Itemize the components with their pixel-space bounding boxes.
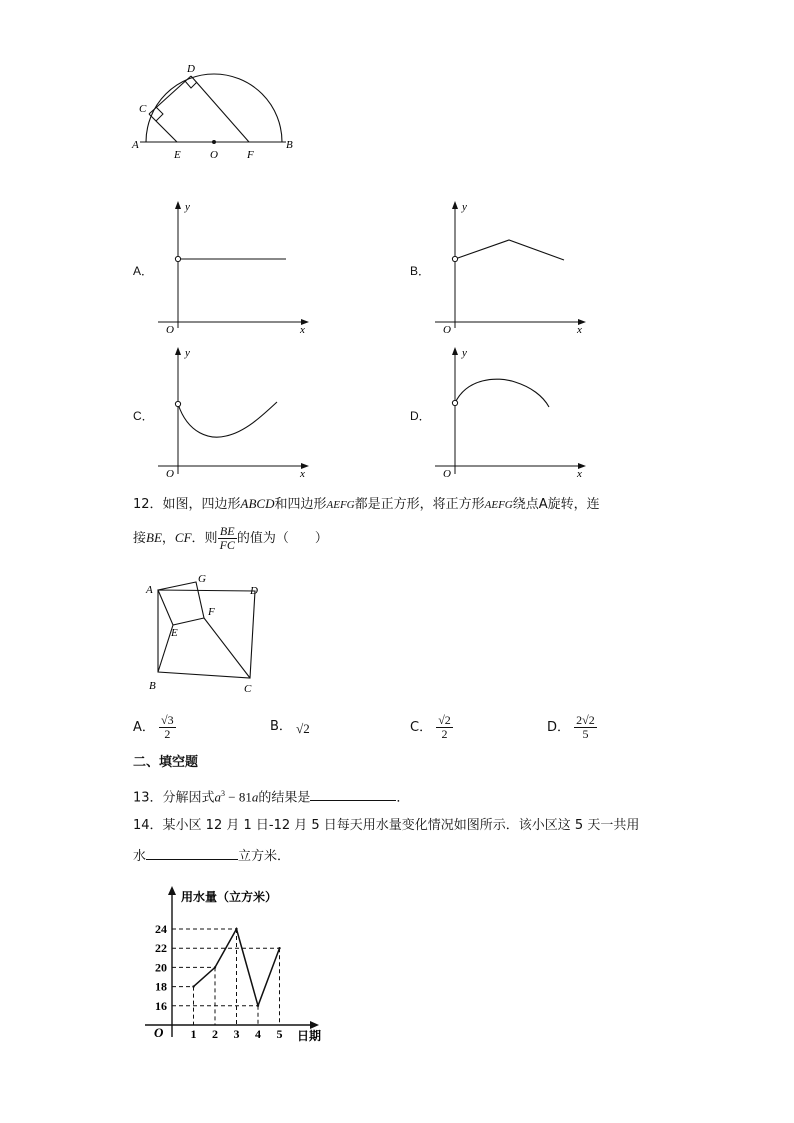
label-f: F	[247, 149, 254, 161]
q12-comma: ，	[161, 531, 175, 546]
chart-axes	[145, 886, 319, 1037]
q12-option-a-num: √3	[161, 713, 174, 727]
q12-aefg2: AEFG	[484, 499, 513, 511]
chart-y-axis-arrow	[168, 886, 176, 895]
chart-x-tick-2: 2	[212, 1027, 218, 1041]
option-d-graph	[427, 344, 597, 484]
q12-option-c-den: 2	[441, 727, 448, 741]
sq-label-g: G	[198, 573, 206, 585]
chart-x-tick-3: 3	[233, 1027, 240, 1041]
sq-label-b: B	[149, 680, 156, 692]
option-b-origin: O	[443, 324, 451, 336]
water-usage-chart	[135, 880, 335, 1050]
option-d-y-label: y	[462, 347, 467, 359]
option-b-curve	[455, 240, 564, 260]
q12-frac-num: BE	[218, 525, 237, 539]
q12-number: 12．如图，四边形	[133, 497, 241, 512]
chart-origin-label: O	[154, 1025, 164, 1040]
q12-option-c	[410, 714, 453, 741]
q12-fraction	[218, 525, 237, 552]
option-d-origin: O	[443, 468, 451, 480]
q12-option-d-letter: D．	[547, 720, 571, 735]
q12-text1: 都是正方形，将正方形	[354, 497, 485, 512]
segment-ce	[149, 114, 177, 142]
label-b: B	[286, 139, 293, 151]
option-a-letter: A．	[133, 264, 154, 278]
chart-y-tick-16: 16	[155, 998, 167, 1013]
q12-option-d-num: 2√2	[576, 713, 595, 727]
q13-answer-blank[interactable]	[310, 786, 396, 801]
q12-then: ．则	[191, 531, 218, 546]
q12-option-d-den: 5	[582, 727, 589, 741]
q12-cf: CF	[174, 530, 192, 545]
chart-x-axis-label: 日期	[297, 1029, 322, 1043]
option-c-letter: C．	[133, 409, 154, 423]
q13-prefix: 13．分解因式	[133, 790, 215, 806]
q12-frac-den: FC	[219, 538, 235, 552]
q12-aefg: AEFG	[326, 499, 355, 511]
chart-point-day-1	[192, 985, 194, 987]
chart-tick-labels	[155, 922, 283, 1041]
square-figure	[140, 570, 270, 695]
q13-end: ．	[396, 790, 410, 806]
q12-line2-prefix: 接	[133, 531, 147, 546]
sq-label-d: D	[250, 585, 258, 597]
option-d-x-label: x	[577, 468, 582, 480]
label-d: D	[187, 63, 195, 75]
label-a: A	[132, 139, 139, 151]
chart-y-tick-18: 18	[155, 979, 167, 994]
q12-option-b-letter: B．	[270, 719, 292, 734]
segment-df	[191, 76, 249, 142]
chart-x-tick-5: 5	[276, 1027, 283, 1041]
option-c-y-label: y	[185, 347, 190, 359]
chart-y-tick-20: 20	[155, 960, 167, 975]
q12-line1	[133, 492, 600, 517]
section-2-title: 二、填空题	[133, 755, 199, 770]
q12-option-d-frac	[574, 714, 597, 741]
chart-guide-lines	[172, 929, 280, 1025]
right-angle-d	[185, 81, 197, 88]
q12-text2: 绕点A旋转，连	[512, 497, 600, 512]
q13-line	[133, 782, 409, 810]
q12-and: 和四边形	[274, 497, 327, 512]
option-c-origin: O	[166, 468, 174, 480]
segment-cd	[149, 76, 191, 114]
option-c-graph	[150, 344, 320, 484]
sq-label-e: E	[171, 627, 178, 639]
sq-label-c: C	[244, 683, 252, 695]
chart-y-axis-label: 用水量（立方米）	[181, 890, 278, 904]
option-b-x-label: x	[577, 324, 582, 336]
center-point-o	[212, 140, 216, 144]
option-c-curve	[178, 402, 277, 437]
q12-option-c-letter: C．	[410, 720, 433, 735]
right-angle-c	[156, 107, 163, 121]
q14-line1: 14．某小区 12 月 1 日-12 月 5 日每天用水量变化情况如图所示．该小区这 5 天一共用	[133, 818, 640, 833]
option-b-letter: B．	[410, 264, 431, 278]
q13-expr-mid: − 81	[225, 789, 252, 805]
q13-expr-exp: 3	[221, 789, 226, 798]
chart-point-day-2	[214, 966, 216, 968]
q12-option-c-frac	[436, 714, 453, 741]
chart-point-day-4	[257, 1005, 259, 1007]
option-a-x-label: x	[300, 324, 305, 336]
q12-option-a-den: 2	[164, 727, 171, 741]
option-a-graph	[150, 198, 320, 338]
chart-x-tick-4: 4	[255, 1027, 261, 1041]
option-a-origin: O	[166, 324, 174, 336]
sq-label-a: A	[146, 584, 153, 596]
q12-line2-suffix: 的值为（ ）	[236, 531, 328, 546]
label-o: O	[210, 149, 218, 161]
q13-suffix: 的结果是	[258, 790, 311, 806]
chart-x-axis-arrow	[310, 1021, 319, 1029]
q14-answer-blank[interactable]	[146, 845, 238, 860]
q12-abcd: ABCD	[240, 496, 275, 511]
q14-line2-suffix: 立方米．	[238, 849, 291, 864]
q12-option-b	[270, 714, 310, 739]
label-c: C	[139, 103, 147, 115]
q12-option-a-frac	[159, 714, 176, 741]
square-aefg	[158, 582, 204, 625]
option-d-curve	[455, 379, 549, 407]
q13-expr-a: a	[214, 789, 222, 805]
chart-y-tick-22: 22	[155, 941, 167, 956]
q12-option-a	[133, 714, 176, 741]
q12-line2	[133, 525, 328, 552]
option-b-y-label: y	[462, 201, 467, 213]
q14-line2-prefix: 水	[133, 849, 147, 864]
q12-option-b-value: √2	[296, 721, 310, 736]
chart-point-day-3	[235, 928, 237, 930]
option-a-y-label: y	[185, 201, 190, 213]
q12-be: BE	[146, 530, 162, 545]
option-d-letter: D．	[410, 409, 431, 423]
chart-point-day-5	[278, 947, 280, 949]
q12-option-a-letter: A．	[133, 720, 155, 735]
semicircle-figure	[130, 58, 300, 163]
sq-label-f: F	[208, 606, 215, 618]
q12-option-d	[547, 714, 597, 741]
option-c-x-label: x	[300, 468, 305, 480]
option-b-graph	[427, 198, 597, 338]
segment-fc	[204, 618, 250, 678]
chart-x-tick-1: 1	[190, 1027, 197, 1041]
q14-line2	[133, 845, 290, 869]
chart-y-tick-24: 24	[155, 922, 167, 936]
q13-expr-a2: a	[251, 789, 259, 805]
label-e: E	[174, 149, 181, 161]
q12-option-c-num: √2	[438, 713, 451, 727]
